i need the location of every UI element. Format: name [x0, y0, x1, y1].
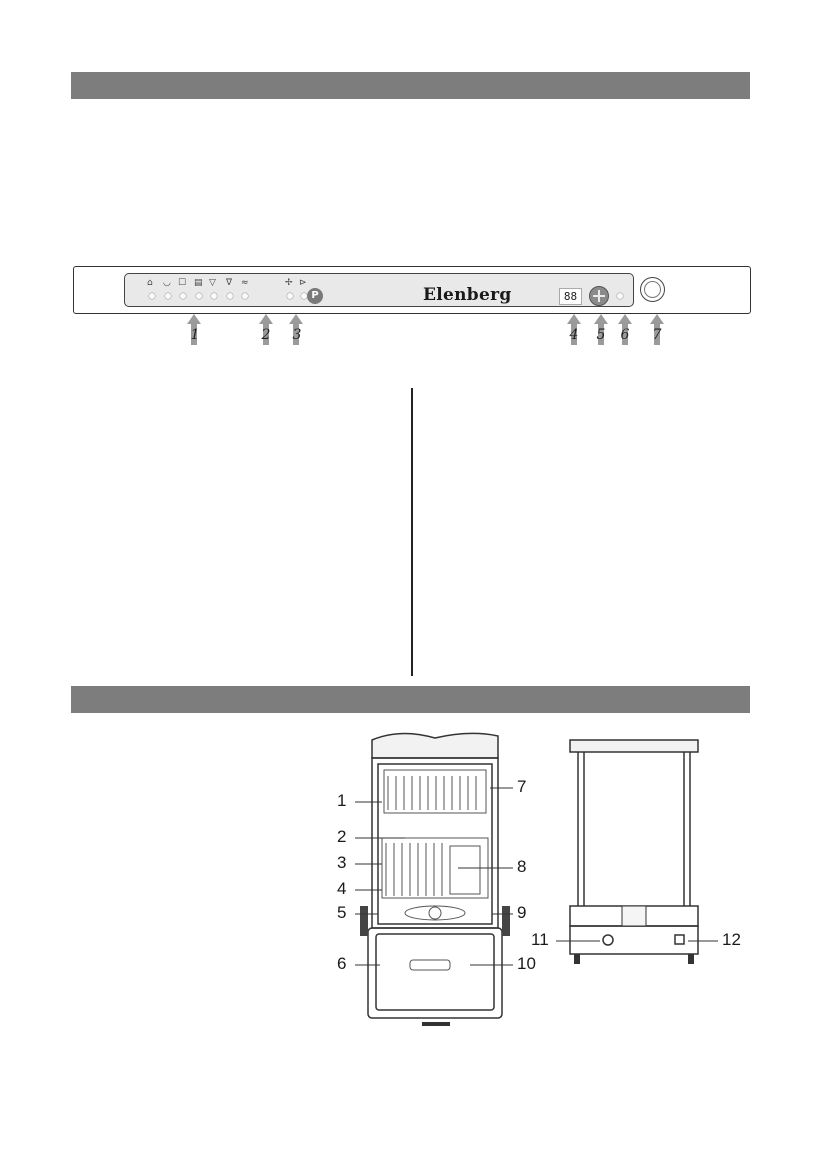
brand-logo: Elenberg: [423, 285, 512, 305]
half-load-icon: ✢: [285, 278, 293, 288]
glass-icon: ▤: [194, 278, 203, 288]
front-callout-9: 9: [517, 903, 527, 922]
wine-glass-icon: ∇: [226, 278, 233, 288]
panel-callout-2: 2: [261, 327, 271, 343]
program-button[interactable]: P: [307, 288, 323, 304]
front-callout-4: 4: [337, 879, 347, 898]
panel-callout-6: 6: [620, 327, 630, 343]
panel-callout-7: 7: [652, 327, 662, 343]
eco-icon: ☐: [178, 278, 187, 288]
delay-icon: ⊳: [299, 278, 307, 288]
normal-pot-icon: ◡: [163, 278, 171, 288]
panel-callout-4: 4: [569, 327, 579, 343]
quick-wash-icon: ▽: [209, 278, 216, 288]
digital-display: 88: [559, 288, 582, 305]
panel-callout-1: 1: [190, 327, 200, 343]
front-callout-1: 1: [337, 791, 347, 810]
back-callout-11: 11: [531, 930, 549, 949]
rinse-icon: ≈: [241, 278, 249, 288]
front-callout-10: 10: [517, 954, 536, 973]
front-callout-8: 8: [517, 857, 527, 876]
heavy-pot-icon: ⌂: [147, 278, 153, 288]
front-callout-7: 7: [517, 777, 527, 796]
panel-callout-5: 5: [596, 327, 606, 343]
front-callout-6: 6: [337, 954, 347, 973]
dishwasher-back-view: [560, 736, 708, 976]
front-callout-5: 5: [337, 903, 347, 922]
front-callout-2: 2: [337, 827, 347, 846]
panel-callout-3: 3: [292, 327, 302, 343]
front-callout-3: 3: [337, 853, 347, 872]
back-callout-12: 12: [722, 930, 741, 949]
